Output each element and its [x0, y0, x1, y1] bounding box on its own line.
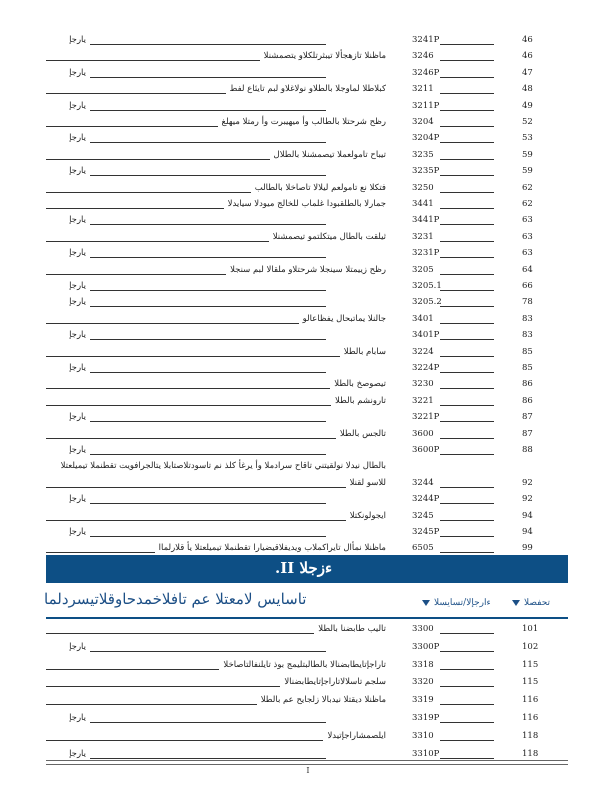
leader-line: [90, 257, 326, 258]
leader-line: [440, 388, 494, 389]
toc-entry[interactable]: [46, 180, 534, 196]
toc-entry-page: 49: [522, 100, 533, 111]
toc-entry-code: [412, 48, 494, 64]
toc-entry-title: فتكلا نع تامولعم ليلالا تاصاخلا بالطالب: [254, 182, 386, 193]
toc-entry-code-label: 3211: [412, 84, 434, 95]
toc-entry-page: 118: [522, 748, 539, 759]
toc-entry-code: [412, 180, 494, 196]
toc-entry-code: [412, 344, 494, 360]
toc-entry-code: [412, 710, 494, 726]
toc-entry-code-label: 3246: [412, 51, 434, 62]
toc-entry-code: [412, 114, 494, 130]
toc-entry-page: 63: [522, 248, 533, 259]
leader-line: [46, 159, 270, 160]
toc-entry-code-label: 3319P: [412, 713, 440, 723]
toc-entry-page: 86: [522, 395, 533, 406]
toc-entry-code: [412, 81, 494, 97]
leader-line: [90, 536, 326, 537]
toc-entry-page: 48: [522, 84, 533, 95]
leader-line: [440, 722, 494, 723]
toc-entry-code: [412, 621, 494, 637]
leader-line: [90, 110, 326, 111]
leader-line: [440, 77, 494, 78]
leader-line: [440, 503, 494, 504]
leader-line: [46, 552, 155, 553]
toc-entry-code-label: 3231: [412, 231, 434, 242]
toc-entry-page: 102: [522, 641, 539, 652]
toc-entry-title: يارجإ: [69, 713, 86, 723]
leader-line: [440, 520, 494, 521]
toc-entry-title: كبلاطلا لماوجلا بالطلاو نولاغلاو لبم تايئاع لفط: [229, 84, 386, 95]
leader-line: [440, 552, 494, 553]
toc-entry-title: ماظنلا نمأال تايراكملاب ويديفلاقيضيارا تقطنملا تيميلعتلا يأ قلارلماا: [158, 543, 386, 554]
toc-entry-code-label: 3235P: [412, 166, 440, 177]
toc-entry[interactable]: [46, 147, 534, 163]
toc-entry-title: يارجإ: [69, 412, 86, 423]
toc-entry-page: 52: [522, 117, 533, 127]
leader-line: [440, 44, 494, 45]
leader-line: [90, 503, 326, 504]
toc-entry-code-label: 3300: [412, 624, 434, 634]
toc-entry-title: ماظنلا تازهجألا تيبثرتلكلاو يتصمشنلا: [263, 51, 386, 62]
toc-entry-code-label: 3204P: [412, 133, 440, 144]
toc-entry[interactable]: [46, 98, 534, 114]
column-header-page: [512, 592, 550, 614]
leader-line: [440, 487, 494, 488]
toc-entry-code: [412, 491, 494, 507]
toc-entry[interactable]: [46, 639, 539, 655]
toc-entry[interactable]: [46, 229, 534, 245]
toc-entry-code: [412, 360, 494, 376]
toc-entry-page: 115: [522, 677, 539, 688]
leader-line: [90, 651, 326, 652]
sort-arrow-icon: [422, 600, 430, 606]
leader-line: [440, 669, 494, 670]
toc-entry-code: [412, 728, 494, 744]
toc-entry-title: يارجإ: [69, 494, 86, 505]
leader-line: [440, 126, 494, 127]
leader-line: [46, 274, 226, 275]
toc-entry-code: [412, 674, 494, 690]
toc-entry-page: 59: [522, 149, 533, 160]
toc-entry-title: جالنلا يماتبحال يفظاعالو: [302, 313, 386, 324]
toc-entry-page: 63: [522, 231, 533, 242]
toc-entry-title: تالجس بالطلا: [339, 428, 386, 439]
leader-line: [46, 192, 251, 193]
toc-entry-code-label: 3441: [412, 199, 434, 209]
toc-entry-page: 53: [522, 133, 533, 144]
toc-entry[interactable]: [46, 458, 534, 474]
toc-entry[interactable]: [46, 196, 534, 212]
leader-line: [440, 208, 494, 209]
leader-line: [90, 175, 326, 176]
leader-line: [46, 208, 224, 209]
footer-rule: [46, 764, 568, 765]
toc-entry-title: تاليب طابضنا بالطلا: [318, 624, 386, 634]
leader-line: [440, 306, 494, 307]
leader-line: [440, 704, 494, 705]
leader-line: [440, 405, 494, 406]
leader-line: [90, 44, 326, 45]
leader-line: [440, 224, 494, 225]
leader-line: [440, 142, 494, 143]
toc-entry-title: سلجم تاسلالاتاراجإتايطابضنالا: [284, 677, 386, 688]
toc-entry-title: يارجإ: [69, 527, 86, 537]
toc-entry-page: 87: [522, 412, 533, 423]
toc-entry-code: [412, 442, 494, 458]
leader-line: [440, 438, 494, 439]
toc-entry-page: 115: [522, 659, 539, 670]
toc-entry-code-label: 3441P: [412, 215, 440, 226]
toc-entry-page: 101: [522, 624, 539, 634]
toc-entry-title: يارجإ: [69, 248, 86, 259]
leader-line: [440, 192, 494, 193]
toc-entry-code: [412, 475, 494, 491]
toc-entry-code: [412, 524, 494, 540]
leader-line: [440, 241, 494, 242]
toc-entry-page: 64: [522, 264, 533, 275]
toc-entry-page: 63: [522, 215, 533, 226]
toc-entry-code: [412, 376, 494, 392]
toc-entry-code: [412, 409, 494, 425]
toc-entry[interactable]: [46, 163, 534, 179]
toc-entry[interactable]: [46, 48, 534, 64]
toc-entry-code-label: 3320: [412, 677, 434, 688]
toc-entry-code-label: 3205: [412, 264, 434, 275]
toc-entry-code-label: 3600P: [412, 445, 440, 455]
toc-entry[interactable]: [46, 524, 534, 540]
toc-entry-title: ايجولونكتلا: [349, 510, 386, 521]
toc-entry-code: [412, 229, 494, 245]
leader-line: [90, 454, 326, 455]
toc-entry[interactable]: [46, 327, 534, 343]
leader-line: [440, 686, 494, 687]
toc-entry-code: [412, 311, 494, 327]
toc-entry[interactable]: [46, 409, 534, 425]
toc-entry-code-label: 3245P: [412, 527, 440, 537]
toc-entry-code-label: 3300P: [412, 641, 440, 652]
leader-line: [440, 740, 494, 741]
toc-entry-title: سابام بالطلا: [343, 346, 386, 357]
leader-line: [46, 740, 323, 741]
toc-entry[interactable]: [46, 294, 534, 310]
toc-entry-title: تاراجإتايطابضنالا بالطالبتليمج بوذ تايلنفالتاصاخلا: [223, 659, 386, 670]
toc-entry-code-label: 3319: [412, 695, 434, 706]
leader-line: [90, 421, 326, 422]
leader-line: [46, 356, 340, 357]
leader-line: [90, 306, 326, 307]
toc-entry-page: 78: [522, 297, 533, 308]
toc-entry-title: تارونشم بالطلا: [334, 395, 386, 406]
toc-entry-code: [412, 657, 494, 673]
toc-entry-code-label: 3235: [412, 149, 434, 160]
toc-entry[interactable]: [46, 674, 539, 690]
toc-entry-page: 46: [522, 35, 533, 45]
footer-page-number: I: [306, 766, 310, 775]
toc-entry[interactable]: [46, 212, 534, 228]
toc-entry-code: [412, 540, 494, 556]
toc-entry-page: 66: [522, 281, 533, 291]
leader-line: [90, 77, 326, 78]
toc-entry-code-label: 3246P: [412, 67, 440, 78]
toc-entry-title: للاسو لقنلا: [349, 477, 386, 488]
part-banner-label: ءزجلا II.: [274, 559, 332, 577]
toc-entry-page: 83: [522, 313, 533, 324]
toc-entry[interactable]: [46, 278, 534, 294]
toc-entry-title: يارجإ: [69, 67, 86, 78]
leader-line: [440, 323, 494, 324]
toc-entry-code-label: 3221P: [412, 412, 440, 423]
toc-entry-code: [412, 98, 494, 114]
leader-line: [440, 421, 494, 422]
toc-entry-code-label: 3224P: [412, 363, 440, 373]
leader-line: [90, 372, 326, 373]
leader-line: [440, 356, 494, 357]
toc-entry-code: [412, 294, 494, 310]
toc-entry-title: بالطال نيدلا نولقيتني تاقاح سرادملا وأ يرغأ كلذ نم تاسودتلاصتابلا يتالجرافويت تقطنملا تيميلعتلا: [60, 461, 386, 472]
section-title: تاسايس لامعتلا عم تافلاخمدحاوقلاتيسردلما: [44, 590, 307, 608]
toc-entry-title: رظح زييمتلا سينجلا شرحتلاو ملقالا لبم سنجلا: [230, 264, 386, 275]
toc-entry-code: [412, 212, 494, 228]
toc-entry-page: 94: [522, 527, 533, 537]
leader-line: [90, 339, 326, 340]
toc-entry-page: 85: [522, 363, 533, 373]
leader-line: [440, 633, 494, 634]
toc-entry-page: 62: [522, 182, 533, 193]
leader-line: [46, 405, 331, 406]
toc-entry-page: 99: [522, 543, 533, 554]
toc-entry-code: [412, 278, 494, 294]
leader-line: [46, 93, 226, 94]
toc-entry-page: 83: [522, 330, 533, 341]
toc-entry-title: تيباح تامولعملا تيصمشنلا بالطلال: [273, 149, 386, 160]
toc-entry-page: 92: [522, 477, 533, 488]
toc-entry-page: 92: [522, 494, 533, 505]
leader-line: [46, 241, 269, 242]
toc-entry-page: 87: [522, 428, 533, 439]
toc-entry-title: ماظنلا ديقتلا نيدبالا زلجايح عم بالطلا: [260, 695, 386, 706]
toc-entry-page: 85: [522, 346, 533, 357]
leader-line: [46, 388, 330, 389]
toc-entry-title: يارجإ: [69, 363, 86, 373]
toc-entry-title: ثيلقت بالطال ميتكلتمو تيصمشنلا: [272, 231, 386, 242]
toc-entry[interactable]: [46, 245, 534, 261]
leader-line: [440, 175, 494, 176]
toc-entry-code: [412, 147, 494, 163]
leader-line: [46, 669, 219, 670]
toc-entry-code-label: 3211P: [412, 100, 440, 111]
toc-entry-code-label: 3310: [412, 730, 434, 741]
toc-entry-code-label: 3205.1: [412, 281, 442, 291]
toc-entry[interactable]: [46, 360, 534, 376]
toc-entry[interactable]: [46, 130, 534, 146]
leader-line: [46, 323, 299, 324]
toc-entry-title: ايلصمشاراجإتيدلا: [327, 730, 386, 741]
toc-entry-code-label: 3318: [412, 659, 434, 670]
toc-entry-code-label: 3244P: [412, 494, 440, 505]
toc-entry-code-label: 3250: [412, 182, 434, 193]
toc-entry-code: [412, 393, 494, 409]
toc-entry[interactable]: [46, 262, 534, 278]
leader-line: [440, 454, 494, 455]
toc-entry-page: 59: [522, 166, 533, 177]
toc-entry-title: يارجإ: [69, 445, 86, 455]
toc-entry-title: رظح شرحتلا بالطالب وأ ميهيبرت وأ رمتلا ميهلغ: [221, 117, 386, 127]
toc-entry-code-label: 3401: [412, 313, 434, 324]
leader-line: [46, 438, 336, 439]
leader-line: [440, 758, 494, 759]
leader-line: [90, 290, 326, 291]
toc-entry-code: [412, 639, 494, 655]
leader-line: [440, 159, 494, 160]
toc-entry-title: يارجإ: [69, 100, 86, 111]
leader-line: [90, 758, 326, 759]
leader-line: [440, 536, 494, 537]
toc-entry-page: 46: [522, 51, 533, 62]
leader-line: [440, 290, 494, 291]
toc-entry-code-label: 3230: [412, 379, 434, 390]
toc-entry-title: يارجإ: [69, 641, 86, 652]
toc-entry-code: [412, 196, 494, 212]
toc-entry-page: 94: [522, 510, 533, 521]
toc-entry-code: [412, 65, 494, 81]
leader-line: [46, 60, 260, 61]
toc-entry-page: 118: [522, 730, 539, 741]
toc-entry[interactable]: [46, 710, 539, 726]
toc-entry-title: يارجإ: [69, 297, 86, 308]
toc-entry[interactable]: [46, 728, 539, 744]
leader-line: [46, 487, 346, 488]
toc-entry[interactable]: [46, 344, 534, 360]
toc-entry-code-label: 6505: [412, 543, 434, 554]
toc-entry[interactable]: [46, 426, 534, 442]
toc-entry-code-label: 3205.2: [412, 297, 442, 308]
leader-line: [46, 520, 346, 521]
toc-entry-code-label: 3600: [412, 428, 434, 439]
toc-entry-title: تيصوصخ بالطلا: [334, 379, 386, 390]
leader-line: [440, 372, 494, 373]
toc-entry-title: يارجإ: [69, 35, 86, 45]
leader-line: [46, 704, 257, 705]
leader-line: [440, 60, 494, 61]
footer-rule: [46, 760, 568, 761]
toc-entry[interactable]: [46, 65, 534, 81]
leader-line: [440, 110, 494, 111]
toc-entry[interactable]: [46, 32, 534, 48]
toc-entry-title: يارجإ: [69, 215, 86, 226]
toc-entry-code: [412, 327, 494, 343]
leader-line: [440, 651, 494, 652]
toc-entry[interactable]: [46, 81, 534, 97]
leader-line: [46, 126, 218, 127]
column-header-code-label: ءارجإلا/تسايسلا: [434, 598, 491, 608]
toc-entry-title: يارجإ: [69, 166, 86, 177]
toc-entry-page: 88: [522, 445, 533, 455]
toc-entry-code-label: 3245: [412, 510, 434, 521]
toc-entry[interactable]: [46, 692, 539, 708]
toc-entry-code-label: 3224: [412, 346, 434, 357]
toc-entry-code: [412, 245, 494, 261]
column-header-page-label: تحفصلا: [524, 598, 551, 608]
toc-entry[interactable]: [46, 114, 534, 130]
leader-line: [440, 93, 494, 94]
toc-entry-code-label: 3244: [412, 477, 434, 488]
toc-entry-code-label: 3204: [412, 117, 434, 127]
toc-entry[interactable]: [46, 311, 534, 327]
toc-entry[interactable]: [46, 540, 534, 556]
toc-entry-code: [412, 426, 494, 442]
toc-entry-code: [412, 32, 494, 48]
leader-line: [46, 686, 280, 687]
toc-entry[interactable]: [46, 475, 534, 491]
leader-line: [46, 633, 314, 634]
toc-entry[interactable]: [46, 657, 539, 673]
leader-line: [440, 339, 494, 340]
toc-entry-page: 86: [522, 379, 533, 390]
toc-entry-title: جمارلا بالطلقبودا غلماب للخالج ميودلا سيايدلا: [227, 199, 386, 209]
leader-line: [440, 274, 494, 275]
part-banner: [46, 555, 568, 583]
leader-line: [440, 257, 494, 258]
toc-entry-code: [412, 508, 494, 524]
toc-entry-code: [412, 262, 494, 278]
toc-entry-code: [412, 163, 494, 179]
toc-entry-code-label: 3231P: [412, 248, 440, 259]
toc-entry-code-label: 3241P: [412, 35, 440, 45]
section-header-rule: [46, 617, 568, 619]
toc-entry-code: [412, 130, 494, 146]
toc-entry-title: يارجإ: [69, 748, 86, 759]
toc-entry-code-label: 3401P: [412, 330, 440, 341]
toc-entry[interactable]: [46, 621, 539, 637]
leader-line: [90, 142, 326, 143]
toc-entry[interactable]: [46, 442, 534, 458]
sort-arrow-icon: [512, 600, 520, 606]
toc-entry-page: 47: [522, 67, 533, 78]
leader-line: [90, 224, 326, 225]
toc-entry-code-label: 3310P: [412, 748, 440, 759]
toc-entry-code: [412, 692, 494, 708]
leader-line: [90, 722, 326, 723]
toc-entry-title: يارجإ: [69, 133, 86, 144]
toc-entry-title: يارجإ: [69, 330, 86, 341]
toc-entry-page: 116: [522, 695, 539, 706]
toc-entry[interactable]: [46, 508, 534, 524]
toc-entry-code-label: 3221: [412, 395, 434, 406]
toc-entry-title: يارجإ: [69, 281, 86, 291]
toc-entry[interactable]: [46, 376, 534, 392]
toc-entry[interactable]: [46, 491, 534, 507]
toc-entry-page: 116: [522, 713, 539, 723]
toc-entry[interactable]: [46, 393, 534, 409]
toc-entry-page: 62: [522, 199, 533, 209]
column-header-code: [422, 592, 491, 614]
